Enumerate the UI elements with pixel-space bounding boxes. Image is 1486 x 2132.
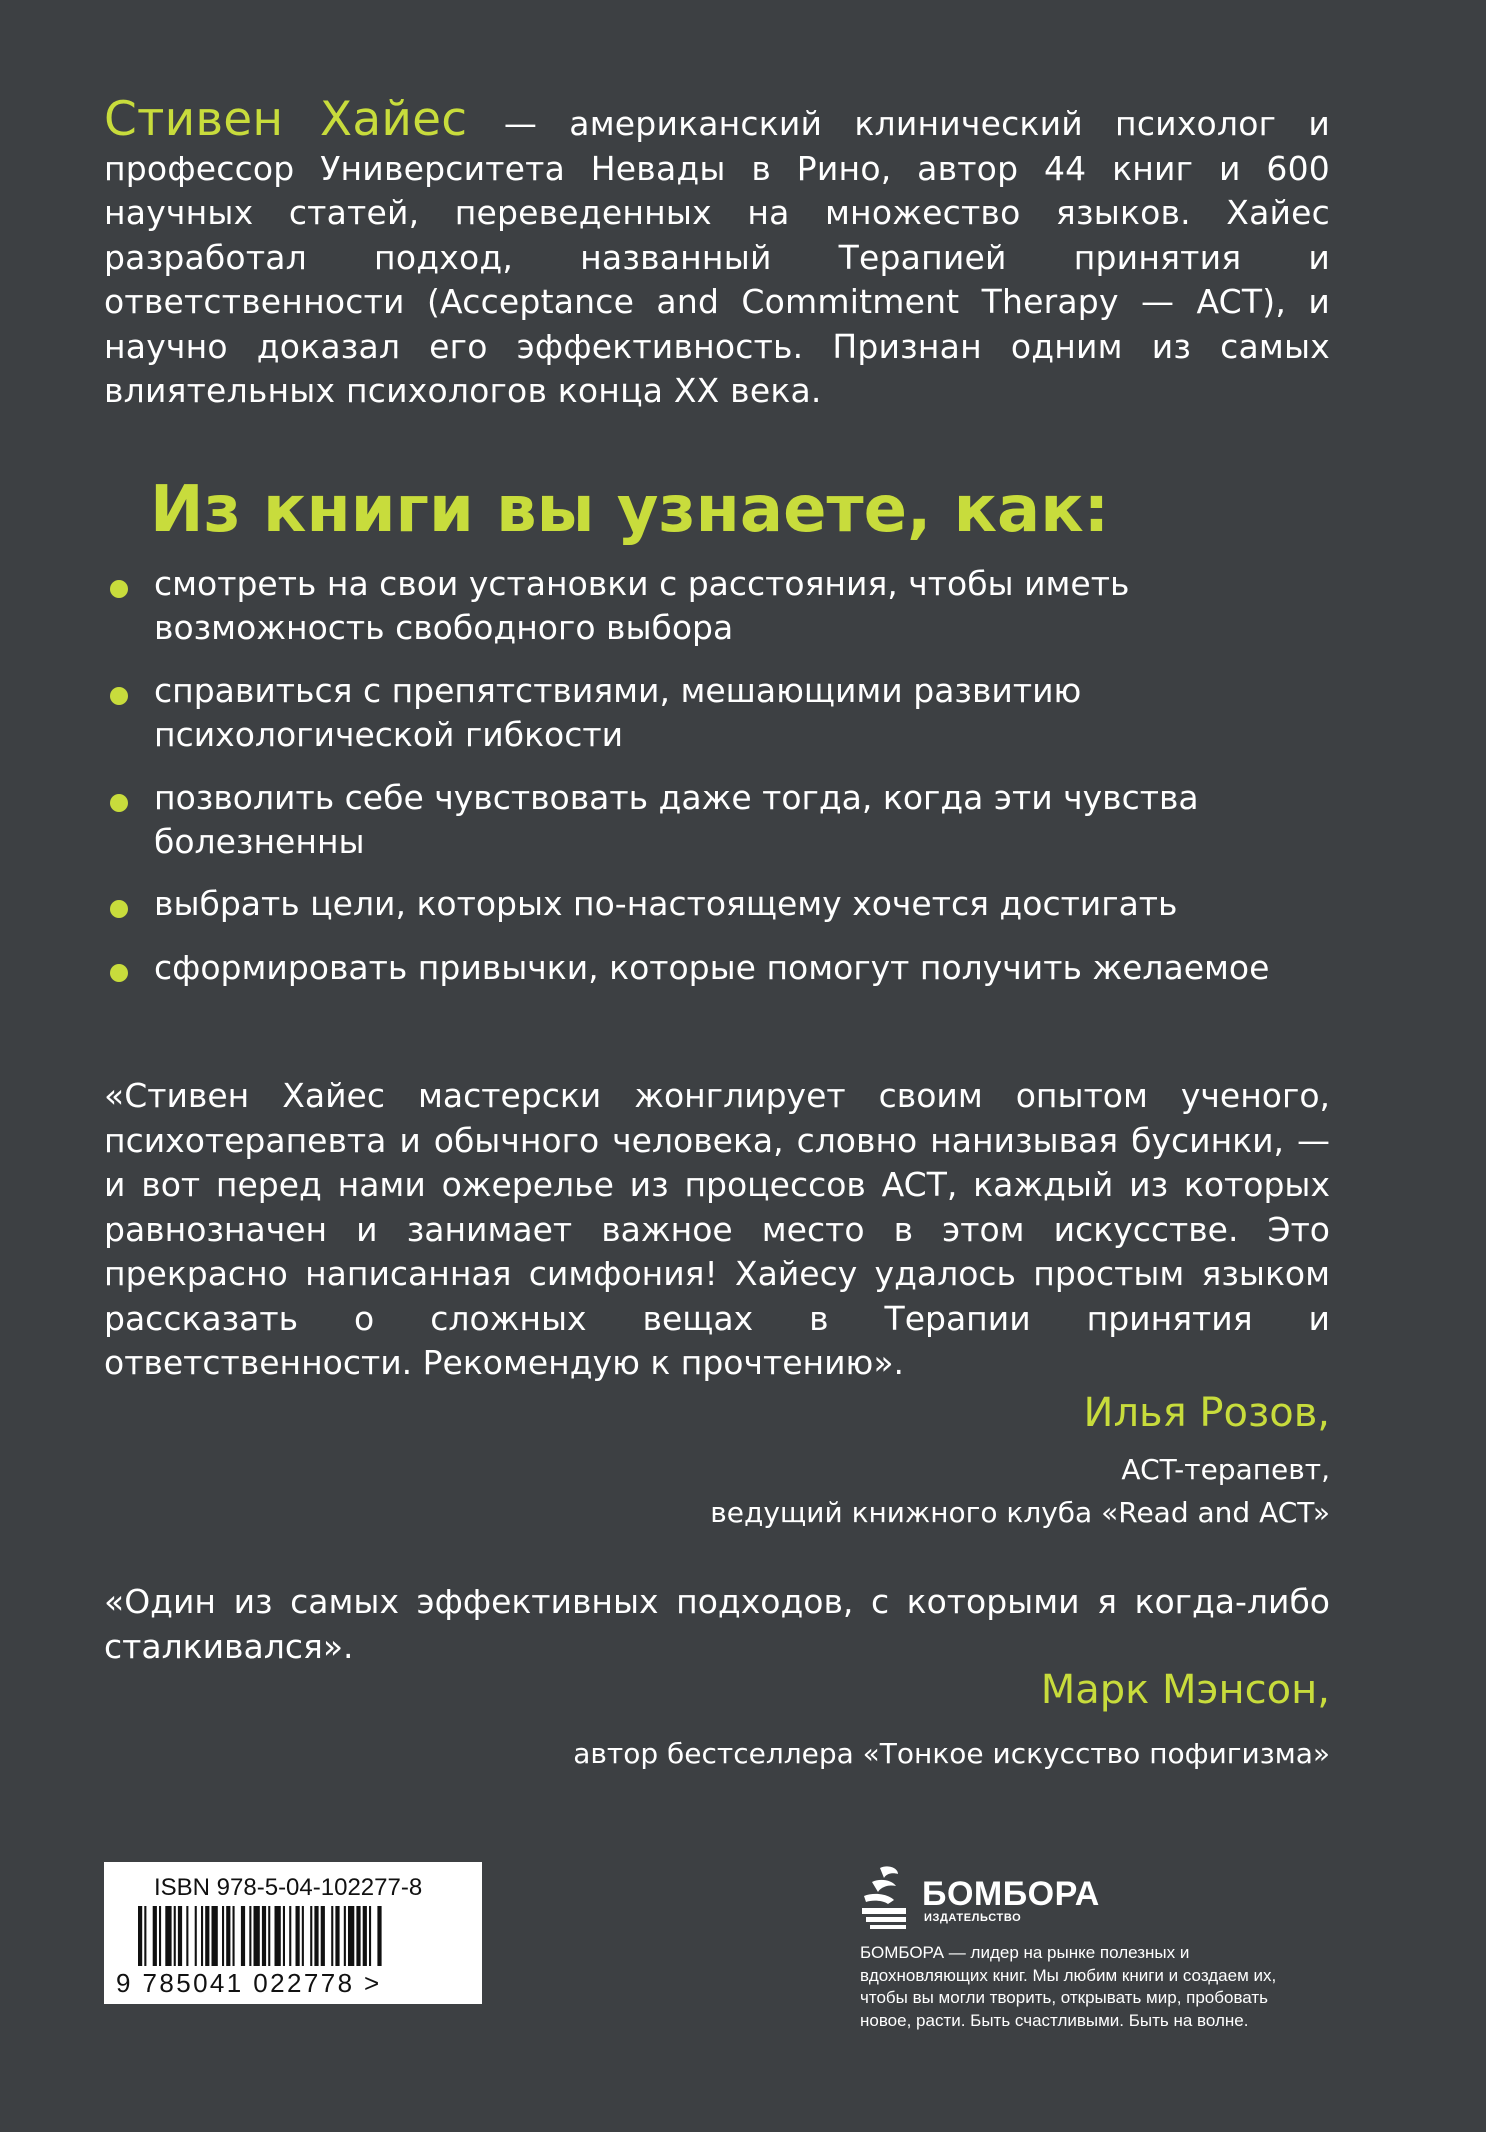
publisher-blurb: БОМБОРА — лидер на рынке полезных и вдохновляющих книг. Мы любим книги и создаем их, чтобы вы могли творить, открывать мир, пробовать новое, расти. Быть счастливыми. Быть на волне. (860, 1943, 1277, 2030)
bullet-icon (110, 900, 128, 918)
bullet-icon (110, 687, 128, 705)
barcode (104, 1862, 482, 2004)
list-item: смотреть на свои установки с расстояния, чтобы иметь возможность свободного выбора (154, 564, 1130, 647)
barcode-digits: 9 785041 022778 > (116, 1968, 382, 1998)
barcode-bars (138, 1906, 448, 1966)
quote-author-role: автор бестселлера «Тонкое искусство пофигизма» (573, 1737, 1330, 1770)
quote-author-role: ACT-терапевт, (1121, 1453, 1330, 1486)
quote-author-name: Марк Мэнсон, (1040, 1667, 1330, 1713)
publisher-subtitle: ИЗДАТЕЛЬСТВО (924, 1912, 1022, 1924)
quote-manson: «Один из самых эффективных подходов, с которыми я когда-либо сталкивался». (104, 1582, 1330, 1666)
learn-heading: Из книги вы узнаете, как: (150, 473, 1110, 547)
list-item: сформировать привычки, которые помогут получить желаемое (154, 948, 1270, 987)
isbn-label: ISBN 978-5-04-102277-8 (154, 1874, 423, 1901)
quote-author-role: ведущий книжного клуба «Read and ACT» (710, 1496, 1330, 1529)
list-item: выбрать цели, которых по-настоящему хочется достигать (154, 884, 1178, 923)
bullet-icon (110, 580, 128, 598)
author-name: Стивен Хайес (104, 92, 468, 147)
learn-list (0, 0, 1486, 1050)
quote-author-name: Илья Розов, (1083, 1390, 1330, 1436)
list-item: позволить себе чувствовать даже тогда, когда эти чувства болезненны (154, 778, 1199, 861)
quote-rozov: «Стивен Хайес мастерски жонглирует своим опытом ученого, психотерапевта и обычного человека, словно нанизывая бусинки, — и вот перед нами ожерелье из процессов ACT, каждый из которых равнозначен и занимает важное место в этом искусстве. Это прекрасно написанная симфония! Хайесу удалось простым языком рассказать о сложных вещах в Терапии принятия и ответственности. Рекомендую к прочтению». (104, 1076, 1330, 1382)
bullet-icon (110, 964, 128, 982)
author-bio-text: — американский клинический психолог и профессор Университета Невады в Рино, автор 44 книг и 600 научных статей, переведенных на множество языков. Хайес разработал подход, названный Терапией принятия и ответственности (Acceptance and Commitment Therapy — ACT), и научно доказал его эффективность. Признан одним из самых влиятельных психологов конца XX века. (104, 104, 1330, 410)
publisher-name: БОМБОРА (922, 1875, 1100, 1913)
bullet-icon (110, 794, 128, 812)
bombora-logo-icon (858, 1862, 918, 1932)
list-item: справиться с препятствиями, мешающими развитию психологической гибкости (154, 671, 1082, 754)
